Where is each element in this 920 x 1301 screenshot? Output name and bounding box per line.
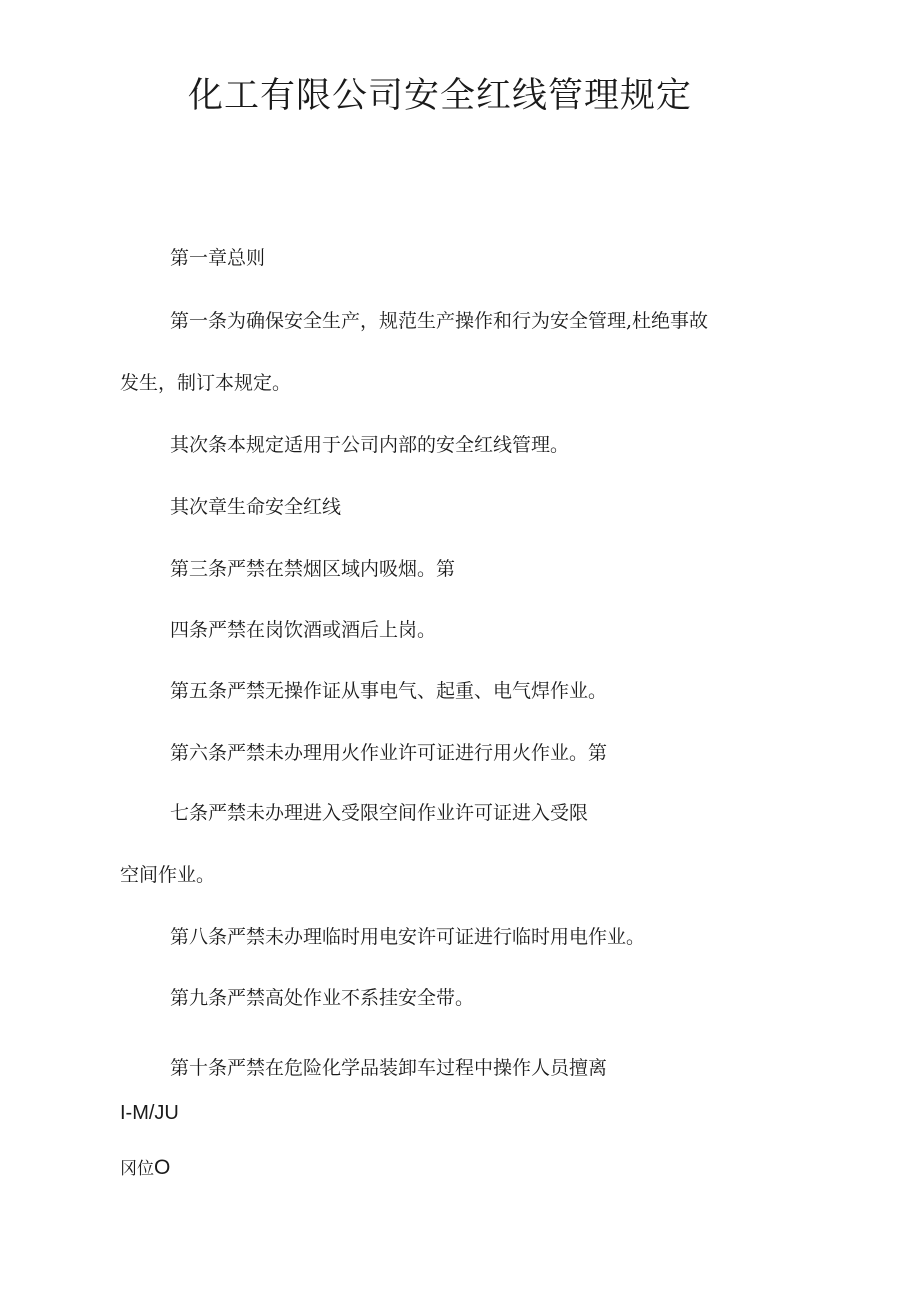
article-4: 四条严禁在岗饮酒或酒后上岗。 [170,619,437,641]
article-7-line-2: 空间作业。 [120,864,216,886]
article-1-line-2: 发生，制订本规定。 [120,372,292,394]
article-7-line-1: 七条严禁未办理进入受限空间作业许可证进入受限 [170,802,589,824]
article-10-line-1: 第十条严禁在危险化学品装卸车过程中操作人员擅离 [170,1057,608,1079]
article-8: 第八条严禁未办理临时用电安许可证进行临时用电作业。 [170,926,646,948]
chapter-2-heading: 其次章生命安全红线 [170,496,342,518]
last-line-symbol: O [154,1156,171,1179]
article-1-line-1: 第一条为确保安全生产，规范生产操作和行为安全管理,杜绝事故 [170,310,709,332]
article-9: 第九条严禁高处作业不系挂安全带。 [170,987,475,1009]
article-6: 第六条严禁未办理用火作业许可证进行用火作业。第 [170,742,608,764]
document-title: 化工有限公司安全红线管理规定 [187,76,692,116]
chapter-1-heading: 第一章总则 [170,247,266,269]
article-5: 第五条严禁无操作证从事电气、起重、电气焊作业。 [170,680,608,702]
article-10-line-2 [120,1156,170,1181]
article-2: 其次条本规定适用于公司内部的安全红线管理。 [170,434,570,456]
last-line-text: 冈位 [120,1159,154,1179]
article-3: 第三条严禁在禁烟区域内吸烟。第 [170,558,456,580]
garbled-text-line: I-M/JU [120,1102,179,1124]
